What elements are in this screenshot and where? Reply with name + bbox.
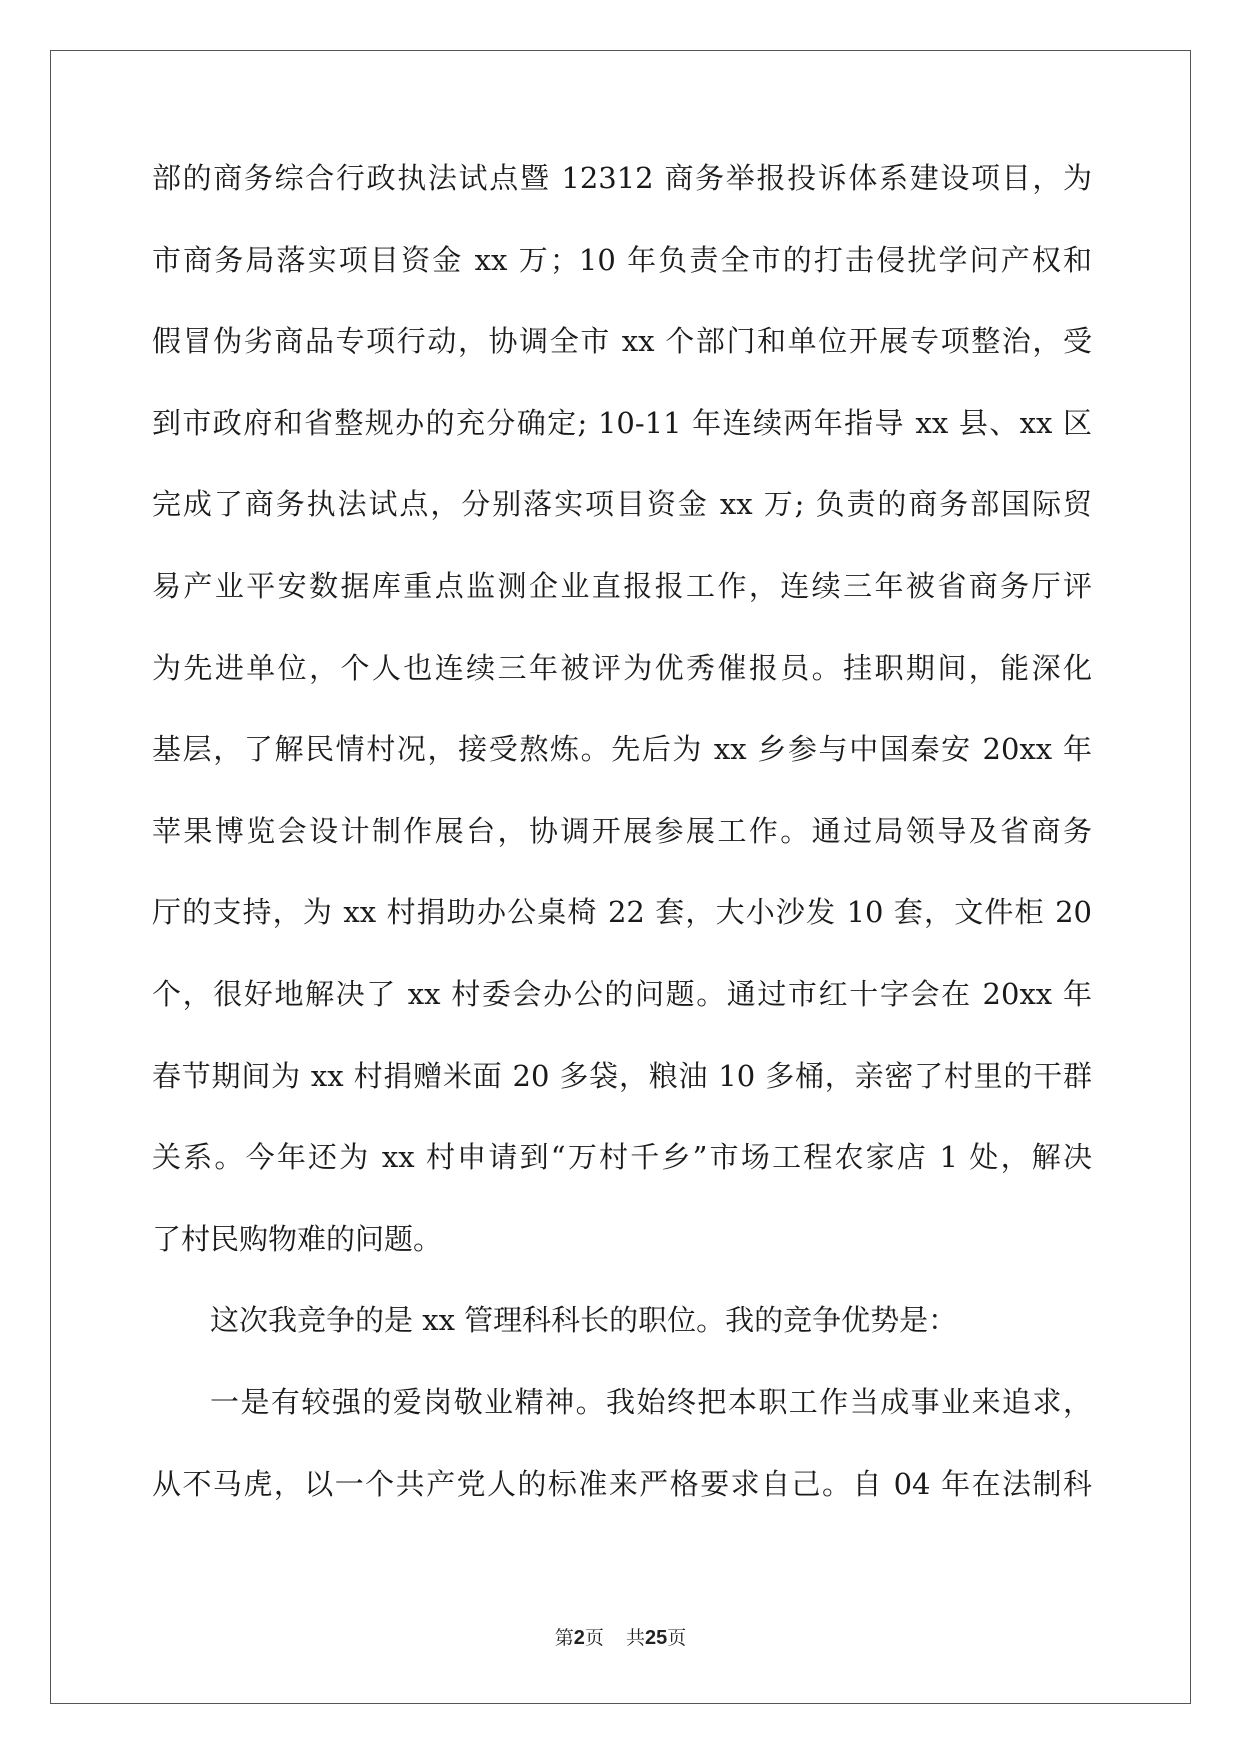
text-line: 个，很好地解决了 xx 村委会办公的问题。通过市红十字会在 20xx 年: [152, 976, 1092, 1011]
footer-prefix: 第: [554, 1627, 574, 1649]
paragraph-first-line: 这次我竞争的是 xx 管理科科长的职位。我的竞争优势是：: [210, 1303, 958, 1338]
body-text: [152, 158, 1092, 1545]
footer-page-unit: 页: [584, 1627, 604, 1649]
page-footer: [0, 1626, 1241, 1650]
text-line: 完成了商务执法试点，分别落实项目资金 xx 万; 负责的商务部国际贸: [152, 487, 1092, 522]
text-line: 为先进单位，个人也连续三年被评为优秀催报员。挂职期间，能深化: [152, 650, 1092, 685]
text-line: 关系。今年还为 xx 村申请到“万村千乡”市场工程农家店 1 处，解决: [152, 1140, 1092, 1175]
text-line: 了村民购物难的问题。: [152, 1221, 443, 1256]
text-line: 苹果博览会设计制作展台，协调开展参展工作。通过局领导及省商务: [152, 813, 1092, 848]
text-line: 部的商务综合行政执法试点暨 12312 商务举报投诉体系建设项目，为: [152, 161, 1092, 195]
footer-total-prefix: 共: [625, 1627, 645, 1649]
text-line: 易产业平安数据库重点监测企业直报报工作，连续三年被省商务厅评: [152, 568, 1092, 603]
text-line: 基层，了解民情村况，接受熬炼。先后为 xx 乡参与中国秦安 20xx 年: [152, 732, 1092, 767]
text-line: 厅的支持，为 xx 村捐助办公桌椅 22 套，大小沙发 10 套，文件柜 20: [152, 895, 1092, 930]
text-line: 假冒伪劣商品专项行动，协调全市 xx 个部门和单位开展专项整治，受: [152, 324, 1092, 359]
text-line: 从不马虎，以一个共产党人的标准来严格要求自己。自 04 年在法制科: [152, 1466, 1092, 1501]
paragraph-first-line: 一是有较强的爱岗敬业精神。我始终把本职工作当成事业来追求，: [210, 1384, 1092, 1419]
total-page-count: 25: [644, 1627, 668, 1649]
text-line: 春节期间为 xx 村捐赠米面 20 多袋，粮油 10 多桶，亲密了村里的干群: [152, 1058, 1092, 1093]
current-page-number: 2: [573, 1627, 585, 1649]
text-line: 市商务局落实项目资金 xx 万；10 年负责全市的打击侵扰学问产权和: [152, 242, 1092, 277]
text-line: 到市政府和省整规办的充分确定; 10-11 年连续两年指导 xx 县、xx 区: [152, 405, 1092, 440]
footer-total-unit: 页: [667, 1627, 687, 1649]
